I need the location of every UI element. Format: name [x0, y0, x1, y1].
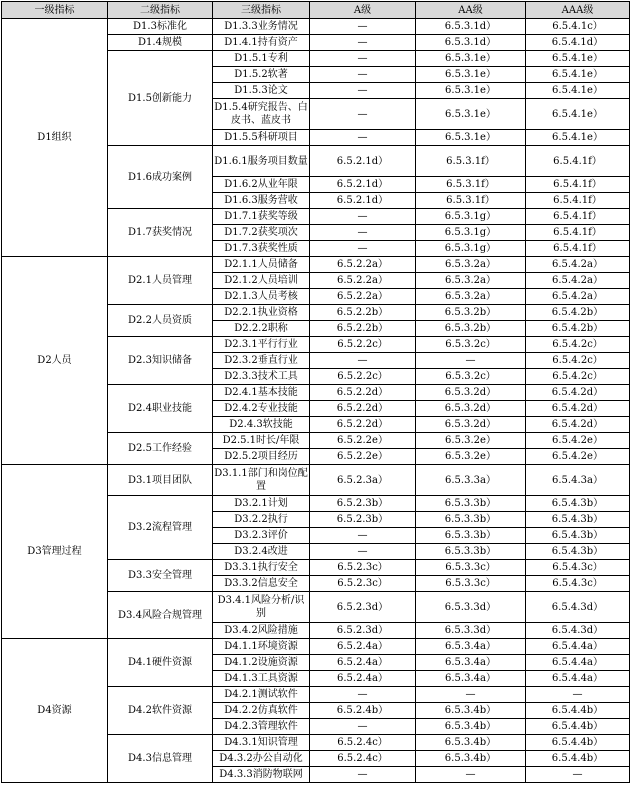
table-row — [2, 19, 630, 35]
grade-aa-cell: 6.5.3.1e） — [416, 83, 526, 99]
level3-indicator: D1.5.2软著 — [213, 67, 310, 83]
grade-a-cell: 6.5.2.2e） — [310, 449, 416, 465]
level3-indicator: D4.3.2办公自动化 — [213, 751, 310, 767]
level3-indicator: D3.2.1计划 — [213, 496, 310, 512]
level2-indicator: D3.3安全管理 — [108, 560, 213, 592]
grade-aaa-cell: 6.5.4.1c） — [526, 19, 630, 35]
grade-aaa-cell: 6.5.4.1f） — [526, 193, 630, 209]
level3-indicator: D1.7.3获奖性质 — [213, 241, 310, 257]
grade-a-cell: — — [310, 99, 416, 130]
level3-indicator: D2.1.2人员培训 — [213, 273, 310, 289]
grade-aaa-cell: — — [526, 767, 630, 783]
grade-aaa-cell: — — [526, 687, 630, 703]
header-grade-aaa: AAA级 — [526, 2, 630, 19]
level3-indicator: D4.3.3消防物联网 — [213, 767, 310, 783]
grade-aa-cell: 6.5.3.4b） — [416, 719, 526, 735]
level3-indicator: D3.3.1执行安全 — [213, 560, 310, 576]
grade-a-cell: 6.5.2.2a） — [310, 273, 416, 289]
level3-indicator: D3.2.3评价 — [213, 528, 310, 544]
level3-indicator: D3.2.4改进 — [213, 544, 310, 560]
grade-aa-cell: 6.5.3.3d） — [416, 592, 526, 623]
grade-aaa-cell: 6.5.4.1e） — [526, 99, 630, 130]
grade-aa-cell: 6.5.3.2c） — [416, 337, 526, 353]
grade-aaa-cell: 6.5.4.2c） — [526, 337, 630, 353]
level2-indicator: D1.5创新能力 — [108, 51, 213, 146]
level3-indicator: D3.2.2执行 — [213, 512, 310, 528]
grade-a-cell: — — [310, 719, 416, 735]
grade-a-cell: — — [310, 51, 416, 67]
grade-aa-cell: 6.5.3.4b） — [416, 703, 526, 719]
grade-a-cell: 6.5.2.4b） — [310, 703, 416, 719]
grade-aaa-cell: 6.5.4.1e） — [526, 51, 630, 67]
grade-aaa-cell: 6.5.4.3b） — [526, 528, 630, 544]
grade-aa-cell: 6.5.3.3c） — [416, 560, 526, 576]
level2-indicator: D3.1项目团队 — [108, 465, 213, 496]
grade-a-cell: 6.5.2.4a） — [310, 639, 416, 655]
level3-indicator: D2.1.3人员考核 — [213, 289, 310, 305]
grade-aa-cell: 6.5.3.3b） — [416, 496, 526, 512]
level3-indicator: D4.1.2设施资源 — [213, 655, 310, 671]
grade-a-cell: 6.5.2.2b） — [310, 305, 416, 321]
grade-aaa-cell: 6.5.4.2c） — [526, 353, 630, 369]
level3-indicator: D2.2.1执业资格 — [213, 305, 310, 321]
grade-a-cell: 6.5.2.3b） — [310, 512, 416, 528]
level3-indicator: D2.3.2垂直行业 — [213, 353, 310, 369]
level3-indicator: D2.3.1平行行业 — [213, 337, 310, 353]
grade-a-cell: 6.5.2.1d） — [310, 193, 416, 209]
table-row — [2, 465, 630, 496]
grade-a-cell: 6.5.2.3b） — [310, 496, 416, 512]
table-row — [2, 639, 630, 655]
header-row — [2, 2, 630, 19]
grade-aaa-cell: 6.5.4.4b） — [526, 719, 630, 735]
grade-a-cell: 6.5.2.2d） — [310, 401, 416, 417]
grade-a-cell: 6.5.2.1d） — [310, 177, 416, 193]
grade-a-cell: 6.5.2.2b） — [310, 321, 416, 337]
grade-a-cell: — — [310, 83, 416, 99]
grade-aaa-cell: 6.5.4.1f） — [526, 241, 630, 257]
indicator-table — [1, 1, 630, 783]
level3-indicator: D4.2.3管理软件 — [213, 719, 310, 735]
level3-indicator: D1.4.1持有资产 — [213, 35, 310, 51]
level3-indicator: D1.7.1获奖等级 — [213, 209, 310, 225]
grade-a-cell: — — [310, 130, 416, 146]
grade-aa-cell: 6.5.3.2e） — [416, 433, 526, 449]
level1-indicator: D4资源 — [2, 639, 108, 783]
grade-aaa-cell: 6.5.4.4b） — [526, 703, 630, 719]
level3-indicator: D1.5.4研究报告、白皮书、蓝皮书 — [213, 99, 310, 130]
grade-a-cell: 6.5.2.2a） — [310, 257, 416, 273]
grade-a-cell: — — [310, 225, 416, 241]
level3-indicator: D4.2.1测试软件 — [213, 687, 310, 703]
level3-indicator: D2.5.2项目经历 — [213, 449, 310, 465]
level1-indicator: D1组织 — [2, 19, 108, 257]
grade-aaa-cell: 6.5.4.2c） — [526, 369, 630, 385]
level3-indicator: D2.4.3软技能 — [213, 417, 310, 433]
grade-aa-cell: 6.5.3.3d） — [416, 623, 526, 639]
header-level1: 一级指标 — [2, 2, 108, 19]
grade-aaa-cell: 6.5.4.2d） — [526, 401, 630, 417]
grade-aa-cell: 6.5.3.2a） — [416, 257, 526, 273]
level3-indicator: D1.6.3服务营收 — [213, 193, 310, 209]
level2-indicator: D2.5工作经验 — [108, 433, 213, 465]
grade-a-cell: 6.5.2.3d） — [310, 592, 416, 623]
grade-aa-cell: 6.5.3.1f） — [416, 193, 526, 209]
table-row — [2, 257, 630, 273]
grade-aa-cell: 6.5.3.2e） — [416, 449, 526, 465]
level3-indicator: D2.1.1人员储备 — [213, 257, 310, 273]
grade-a-cell: — — [310, 528, 416, 544]
grade-a-cell: 6.5.2.3c） — [310, 576, 416, 592]
grade-aaa-cell: 6.5.4.3d） — [526, 623, 630, 639]
level2-indicator: D1.4规模 — [108, 35, 213, 51]
grade-aaa-cell: 6.5.4.3b） — [526, 496, 630, 512]
level2-indicator: D3.4风险合规管理 — [108, 592, 213, 639]
grade-aaa-cell: 6.5.4.4b） — [526, 751, 630, 767]
level2-indicator: D3.2流程管理 — [108, 496, 213, 560]
grade-aa-cell: 6.5.3.2d） — [416, 417, 526, 433]
level3-indicator: D1.3.3业务情况 — [213, 19, 310, 35]
grade-aaa-cell: 6.5.4.2b） — [526, 305, 630, 321]
level3-indicator: D4.1.1环境资源 — [213, 639, 310, 655]
grade-a-cell: 6.5.2.2d） — [310, 385, 416, 401]
grade-aaa-cell: 6.5.4.2a） — [526, 273, 630, 289]
grade-aaa-cell: 6.5.4.4a） — [526, 655, 630, 671]
grade-aa-cell: 6.5.3.4a） — [416, 671, 526, 687]
level3-indicator: D1.5.3论文 — [213, 83, 310, 99]
grade-a-cell: 6.5.2.3c） — [310, 560, 416, 576]
grade-aaa-cell: 6.5.4.2e） — [526, 449, 630, 465]
header-grade-a: A级 — [310, 2, 416, 19]
grade-aa-cell: 6.5.3.1g） — [416, 225, 526, 241]
grade-aa-cell: 6.5.3.1e） — [416, 51, 526, 67]
grade-a-cell: 6.5.2.2e） — [310, 433, 416, 449]
grade-aa-cell: 6.5.3.4a） — [416, 639, 526, 655]
grade-a-cell: 6.5.2.4c） — [310, 751, 416, 767]
grade-aa-cell: 6.5.3.3a） — [416, 465, 526, 496]
level2-indicator: D4.3信息管理 — [108, 735, 213, 783]
grade-aa-cell: 6.5.3.2a） — [416, 289, 526, 305]
grade-aaa-cell: 6.5.4.3d） — [526, 592, 630, 623]
grade-a-cell: — — [310, 544, 416, 560]
grade-aaa-cell: 6.5.4.1e） — [526, 130, 630, 146]
grade-aa-cell: 6.5.3.1f） — [416, 177, 526, 193]
grade-aa-cell: 6.5.3.1d） — [416, 35, 526, 51]
level3-indicator: D1.5.5科研项目 — [213, 130, 310, 146]
grade-aaa-cell: 6.5.4.3c） — [526, 576, 630, 592]
level3-indicator: D2.5.1时长/年限 — [213, 433, 310, 449]
level3-indicator: D1.6.2从业年限 — [213, 177, 310, 193]
level3-indicator: D3.4.2风险措施 — [213, 623, 310, 639]
grade-aa-cell: 6.5.3.1e） — [416, 67, 526, 83]
grade-aaa-cell: 6.5.4.3a） — [526, 465, 630, 496]
grade-aaa-cell: 6.5.4.1f） — [526, 177, 630, 193]
grade-aaa-cell: 6.5.4.1d） — [526, 35, 630, 51]
grade-aaa-cell: 6.5.4.1f） — [526, 225, 630, 241]
grade-aa-cell: 6.5.3.2b） — [416, 321, 526, 337]
grade-a-cell: 6.5.2.4c） — [310, 735, 416, 751]
grade-a-cell: 6.5.2.2d） — [310, 417, 416, 433]
grade-a-cell: 6.5.2.2c） — [310, 369, 416, 385]
grade-aaa-cell: 6.5.4.3b） — [526, 544, 630, 560]
grade-a-cell: 6.5.2.4a） — [310, 671, 416, 687]
grade-a-cell: 6.5.2.1d） — [310, 146, 416, 177]
grade-a-cell: — — [310, 241, 416, 257]
grade-a-cell: — — [310, 353, 416, 369]
grade-aa-cell: — — [416, 353, 526, 369]
header-level2: 二级指标 — [108, 2, 213, 19]
grade-aa-cell: 6.5.3.1g） — [416, 241, 526, 257]
grade-aa-cell: 6.5.3.1d） — [416, 19, 526, 35]
level2-indicator: D4.2软件资源 — [108, 687, 213, 735]
grade-a-cell: 6.5.2.4a） — [310, 655, 416, 671]
grade-a-cell: 6.5.2.2c） — [310, 337, 416, 353]
level3-indicator: D3.4.1风险分析/识别 — [213, 592, 310, 623]
grade-aaa-cell: 6.5.4.3c） — [526, 560, 630, 576]
level3-indicator: D2.4.2专业技能 — [213, 401, 310, 417]
grade-aaa-cell: 6.5.4.2d） — [526, 417, 630, 433]
grade-aa-cell: 6.5.3.2c） — [416, 369, 526, 385]
grade-aa-cell: 6.5.3.4b） — [416, 751, 526, 767]
grade-aa-cell: 6.5.3.1g） — [416, 209, 526, 225]
grade-aa-cell: 6.5.3.2a） — [416, 273, 526, 289]
grade-aa-cell: 6.5.3.3b） — [416, 544, 526, 560]
level3-indicator: D2.4.1基本技能 — [213, 385, 310, 401]
level2-indicator: D1.7获奖情况 — [108, 209, 213, 257]
grade-a-cell: — — [310, 209, 416, 225]
level1-indicator: D3管理过程 — [2, 465, 108, 639]
grade-aaa-cell: 6.5.4.1e） — [526, 67, 630, 83]
grade-aaa-cell: 6.5.4.3b） — [526, 512, 630, 528]
grade-aa-cell: 6.5.3.1e） — [416, 99, 526, 130]
grade-a-cell: — — [310, 35, 416, 51]
level3-indicator: D2.2.2职称 — [213, 321, 310, 337]
grade-aa-cell: — — [416, 687, 526, 703]
grade-aaa-cell: 6.5.4.2a） — [526, 289, 630, 305]
grade-aa-cell: 6.5.3.4a） — [416, 655, 526, 671]
level3-indicator: D4.3.1知识管理 — [213, 735, 310, 751]
grade-a-cell: — — [310, 67, 416, 83]
grade-aaa-cell: 6.5.4.4b） — [526, 735, 630, 751]
grade-aaa-cell: 6.5.4.1f） — [526, 146, 630, 177]
grade-aaa-cell: 6.5.4.2e） — [526, 433, 630, 449]
level3-indicator: D1.7.2获奖项次 — [213, 225, 310, 241]
grade-aa-cell: 6.5.3.4b） — [416, 735, 526, 751]
level2-indicator: D2.3知识储备 — [108, 337, 213, 385]
level2-indicator: D1.6成功案例 — [108, 146, 213, 209]
grade-aa-cell: 6.5.3.3b） — [416, 512, 526, 528]
grade-aa-cell: 6.5.3.3b） — [416, 528, 526, 544]
grade-a-cell: — — [310, 19, 416, 35]
grade-aa-cell: — — [416, 767, 526, 783]
grade-a-cell: 6.5.2.3d） — [310, 623, 416, 639]
grade-a-cell: — — [310, 767, 416, 783]
grade-aaa-cell: 6.5.4.1f） — [526, 209, 630, 225]
grade-aaa-cell: 6.5.4.2b） — [526, 321, 630, 337]
grade-aaa-cell: 6.5.4.1e） — [526, 83, 630, 99]
level3-indicator: D1.5.1专利 — [213, 51, 310, 67]
level3-indicator: D1.6.1服务项目数量 — [213, 146, 310, 177]
grade-aaa-cell: 6.5.4.2a） — [526, 257, 630, 273]
grade-a-cell: 6.5.2.2a） — [310, 289, 416, 305]
header-level3: 三级指标 — [213, 2, 310, 19]
grade-aa-cell: 6.5.3.3c） — [416, 576, 526, 592]
grade-a-cell: 6.5.2.3a） — [310, 465, 416, 496]
grade-aa-cell: 6.5.3.1f） — [416, 146, 526, 177]
grade-aa-cell: 6.5.3.2d） — [416, 385, 526, 401]
level2-indicator: D1.3标准化 — [108, 19, 213, 35]
level3-indicator: D4.1.3工具资源 — [213, 671, 310, 687]
grade-aaa-cell: 6.5.4.2d） — [526, 385, 630, 401]
level2-indicator: D4.1硬件资源 — [108, 639, 213, 687]
level3-indicator: D2.3.3技术工具 — [213, 369, 310, 385]
grade-aa-cell: 6.5.3.1e） — [416, 130, 526, 146]
grade-aa-cell: 6.5.3.2b） — [416, 305, 526, 321]
level3-indicator: D3.3.2信息安全 — [213, 576, 310, 592]
level3-indicator: D4.2.2仿真软件 — [213, 703, 310, 719]
grade-a-cell: — — [310, 687, 416, 703]
header-grade-aa: AA级 — [416, 2, 526, 19]
grade-aaa-cell: 6.5.4.4a） — [526, 671, 630, 687]
level3-indicator: D3.1.1部门和岗位配置 — [213, 465, 310, 496]
grade-aaa-cell: 6.5.4.4a） — [526, 639, 630, 655]
level2-indicator: D2.1人员管理 — [108, 257, 213, 305]
grade-aa-cell: 6.5.3.2d） — [416, 401, 526, 417]
level2-indicator: D2.4职业技能 — [108, 385, 213, 433]
level1-indicator: D2人员 — [2, 257, 108, 465]
level2-indicator: D2.2人员资质 — [108, 305, 213, 337]
